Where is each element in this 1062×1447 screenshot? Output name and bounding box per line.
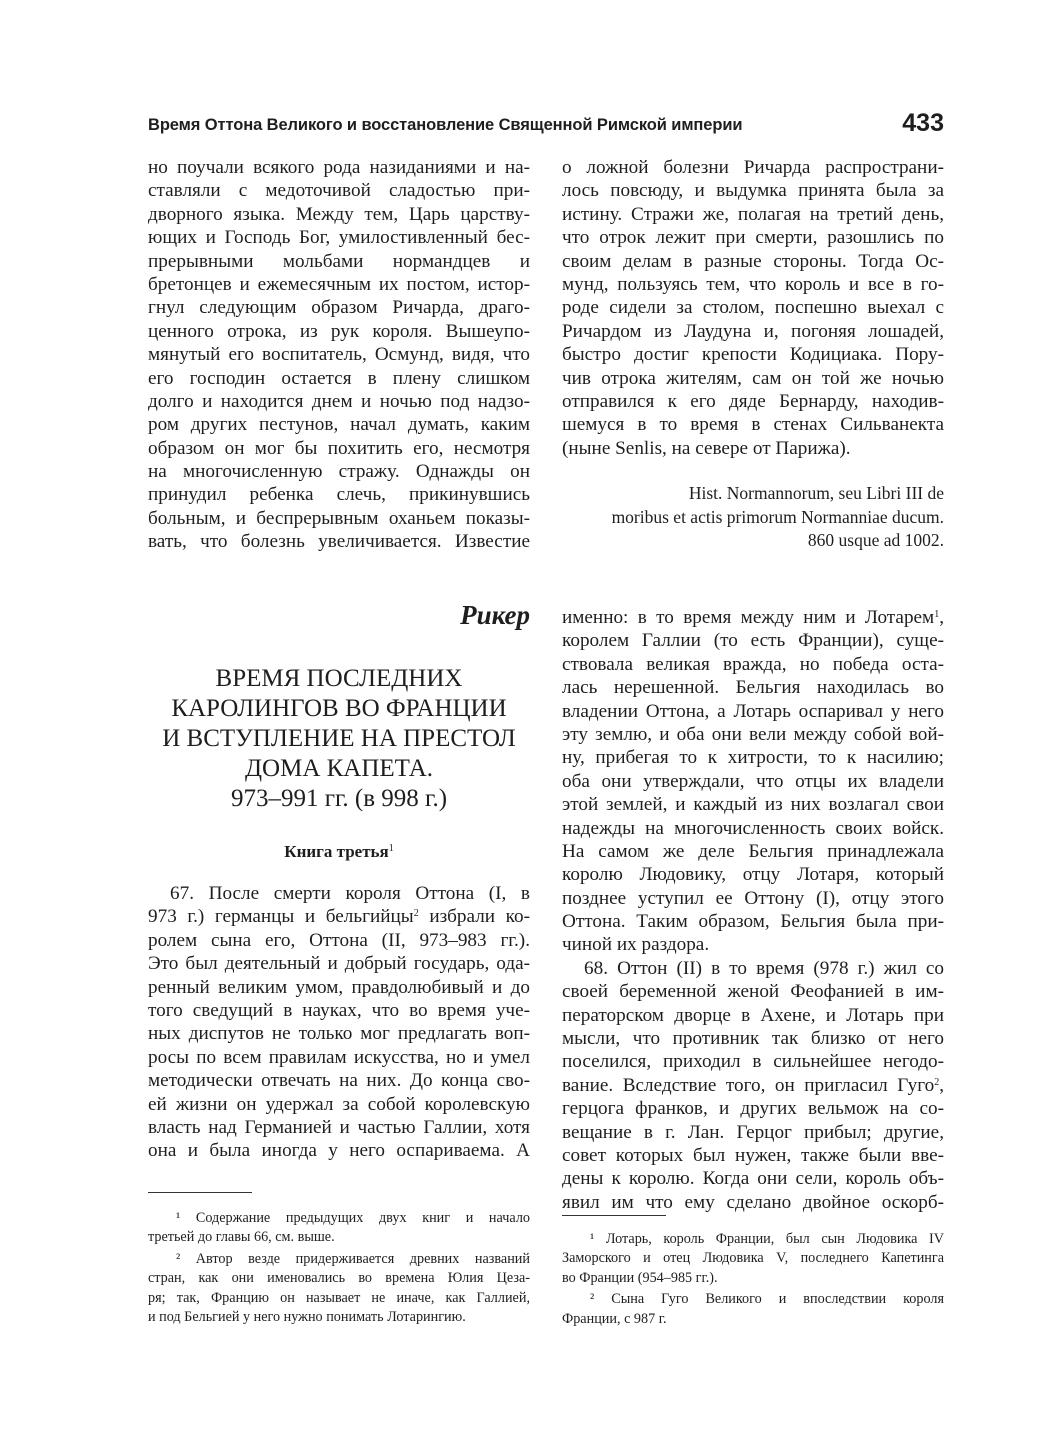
text-line: своим делам в разные стороны. Тогда Ос- [562, 250, 944, 272]
chapter-title-line: ВРЕМЯ ПОСЛЕДНИХ [215, 665, 463, 692]
footnote-line: ² Сына Гуго Великого и впоследствии короля [590, 1291, 944, 1308]
text-line: дворного языка. Между тем, Царь царству- [148, 203, 530, 225]
text-line: королем Галлии (то есть Франции), суще- [562, 630, 944, 652]
footnote [148, 1250, 530, 1328]
text-line: быстро достиг крепости Кодициака. Пору- [562, 344, 944, 366]
running-header [148, 109, 944, 146]
text-line: его господин остается в плену слишком [148, 367, 530, 389]
text-line [562, 1074, 944, 1097]
text-line: ром других пестунов, начал думать, каким [148, 414, 530, 436]
top-right-column [562, 156, 944, 460]
text-line: герцога франков, и других вельмож на со- [562, 1098, 944, 1120]
text-line: дены к королю. Когда они сели, король объ- [562, 1168, 944, 1190]
text-fragment: именно: в то время между ним и Лотарем [562, 607, 935, 628]
text-line: королю Людовику, отцу Лотаря, который [562, 864, 944, 886]
text-line: вещание в г. Лан. Герцог прибыл; другие, [562, 1121, 944, 1143]
footnote-rule [562, 1215, 666, 1216]
book-title-text: Книга третья [284, 842, 389, 861]
footnote-line: Франции, с 987 г. [562, 1310, 667, 1327]
footnote-line: ² Автор везде придерживается древних названий [176, 1250, 530, 1267]
text-line: Оттона. Таким образом, Бельгия была при- [562, 911, 944, 933]
text-line: ющих и Господь Бог, умилостивленный бес- [148, 227, 530, 249]
text-line: она и была иногда у него оспариваема. А [148, 1140, 530, 1162]
text-line: что отрок лежит при смерти, разошлись по [562, 227, 944, 249]
footnote-line: стран, как они именовались во времена Юлия Цеза- [148, 1270, 530, 1287]
text-line: того сведущий в науках, что во время уче- [148, 999, 530, 1021]
text-line: чив отрока жителям, сам он той же ночью [562, 367, 944, 389]
text-line: мянутый его воспитатель, Осмунд, видя, что [148, 344, 530, 366]
footnotes-left [148, 1209, 530, 1327]
text-line: образом он мог бы похитить его, несмотря [148, 437, 530, 459]
top-left-column [148, 156, 530, 554]
text-fragment: , [939, 607, 944, 628]
text-line: мысли, что противник так близко от него [562, 1028, 944, 1050]
source-citation [562, 482, 944, 553]
text-line: истину. Стражи же, полагая на третий день, [562, 203, 944, 225]
text-line: надежды на многочисленность своих войск. [562, 817, 944, 839]
footnote-line: во Франции (954–985 гг.). [562, 1269, 718, 1286]
text-line: ренный великим умом, правдолюбивый и до [148, 976, 530, 998]
text-line [562, 606, 944, 629]
text-line: власть над Германией и частью Галлии, хотя [148, 1116, 530, 1138]
text-line: прерывными мольбами нормандцев и [148, 250, 530, 272]
text-line: отправился к его дяде Бернарду, находив- [562, 390, 944, 412]
text-line [148, 905, 530, 928]
text-line: ставляли с медоточивой сладостью при- [148, 180, 530, 202]
text-line: росы по всем правилам искусства, но и умел [148, 1046, 530, 1068]
footnote-rule [148, 1192, 252, 1193]
text-line: ствовала великая вражда, но победа оста- [562, 653, 944, 675]
text-line: позднее уступил ее Оттону (I), отцу этого [562, 887, 944, 909]
footnote-marker: 2 [934, 1076, 940, 1088]
text-line: поселился, приходил в сильнейшее негодо- [562, 1051, 944, 1073]
chapter-title-line: КАРОЛИНГОВ ВО ФРАНЦИИ [171, 695, 507, 722]
text-line: роде сидели за столом, поспешно выехал с [562, 297, 944, 319]
running-title: Время Оттона Великого и восстановление Священной Римской империи [148, 116, 743, 134]
footnote [562, 1230, 944, 1288]
citation-line: 860 usque ad 1002. [807, 530, 944, 550]
footnote-line: ¹ Лотарь, король Франции, был сын Людовика IV [590, 1231, 944, 1247]
footnote-marker: 2 [413, 908, 419, 920]
lower-left-column [148, 882, 530, 1163]
text-line: вать, что болезнь увеличивается. Известие [148, 531, 530, 553]
footnote-line: третьей до главы 66, см. выше. [148, 1229, 335, 1246]
text-line: совет которых был нужен, также были вве- [562, 1144, 944, 1166]
book-title [148, 842, 530, 862]
author-name: Рикер [460, 600, 530, 630]
footnote-line: ря; так, Францию он называет не иначе, как Галлией, [148, 1289, 530, 1306]
text-fragment: избрали ко- [418, 906, 530, 928]
text-line: мунд, пользуясь тем, что король и все в го- [562, 273, 944, 295]
text-line: ных диспутов не только мог предлагать воп- [148, 1023, 530, 1045]
text-line: эту землю, и оба они вели между собой вой- [562, 723, 944, 745]
chapter-title-line: ДОМА КАПЕТА. [244, 755, 434, 782]
text-line: лось повсюду, и выдумка принята была за [562, 180, 944, 202]
footnote [562, 1290, 944, 1329]
citation-line: Hist. Normannorum, seu Libri III de [688, 483, 944, 503]
text-line: На самом же деле Бельгия принадлежала [562, 840, 944, 862]
chapter-title-line: 973–991 гг. (в 998 г.) [230, 785, 448, 812]
text-fragment: вание. Вследствие того, он пригласил Гуго [562, 1074, 935, 1096]
footnote-line: и под Бельгией у него нужно понимать Лотарингию. [148, 1309, 466, 1326]
footnote-marker: 1 [934, 609, 940, 620]
text-line: гнул следующим образом Ричарда, драго- [148, 297, 530, 319]
footnote-line: Заморского и отец Людовика V, последнего Капетинга [562, 1250, 944, 1267]
text-line: оба они утверждали, что отцы их владели [562, 770, 944, 792]
chapter-title [148, 664, 530, 814]
text-line: ператорском дворце в Ахене, и Лотарь при [562, 1004, 944, 1026]
text-line: долго и находится днем и ночью под надзо- [148, 390, 530, 412]
footnote [148, 1209, 530, 1248]
text-line: но поучали всякого рода назиданиями и на- [148, 157, 530, 178]
text-line: методически отвечать на них. До конца сво- [148, 1070, 530, 1092]
text-line: владении Оттона, а Лотарь оспаривал у него [562, 700, 944, 722]
chapter-title-line: И ВСТУПЛЕНИЕ НА ПРЕСТОЛ [162, 725, 516, 752]
text-line: о ложной болезни Ричарда распространи- [562, 157, 944, 178]
citation-line: moribus et actis primorum Normanniae ducum. [611, 506, 944, 527]
lower-right-column [562, 606, 944, 1214]
text-fragment: , [939, 1074, 944, 1096]
footnote-marker: 1 [388, 843, 394, 854]
text-line: явил им что ему сделано двойное оскорб- [562, 1191, 944, 1213]
text-line: Это был деятельный и добрый государь, ода- [148, 953, 530, 975]
text-line: чиной их раздора. [562, 934, 710, 956]
text-line: Ричардом из Лаудуна и, погоняя лошадей, [562, 320, 944, 342]
text-line: ну, прибегая то к хитрости, то к насилию; [562, 747, 944, 769]
text-line: (ныне Senlis, на севере от Парижа). [562, 437, 851, 459]
page-number: 433 [902, 109, 944, 137]
text-line: ролем сына его, Оттона (II, 973–983 гг.). [148, 929, 530, 951]
footnote-line: ¹ Содержание предыдущих двух книг и начало [176, 1210, 530, 1226]
text-line: своей беременной женой Феофанией в им- [562, 981, 944, 1003]
text-line: бретонцев и ежемесячным их постом, истор- [148, 273, 530, 295]
text-line: ценного отрока, из рук короля. Вышеупо- [148, 320, 530, 342]
text-line: принудил ребенка слечь, прикинувшись [148, 484, 530, 506]
text-line: 68. Оттон (II) в то время (978 г.) жил со [584, 957, 944, 979]
text-line: ей жизни он удержал за собой королевскую [148, 1093, 530, 1115]
text-line: 67. После смерти короля Оттона (I, в [170, 883, 530, 904]
footnotes-right [562, 1230, 944, 1329]
text-line: больным, и беспрерывным оханьем показы- [148, 507, 530, 529]
text-line: лась нерешенной. Бельгия находилась во [562, 677, 944, 699]
text-line: шемуся в то время в стенах Сильванекта [562, 414, 944, 436]
text-line: этой землей, и каждый из них возлагал свои [562, 794, 944, 816]
text-fragment: 973 г.) германцы и бельгийцы [148, 906, 414, 928]
text-line: на многочисленную стражу. Однажды он [148, 461, 530, 483]
